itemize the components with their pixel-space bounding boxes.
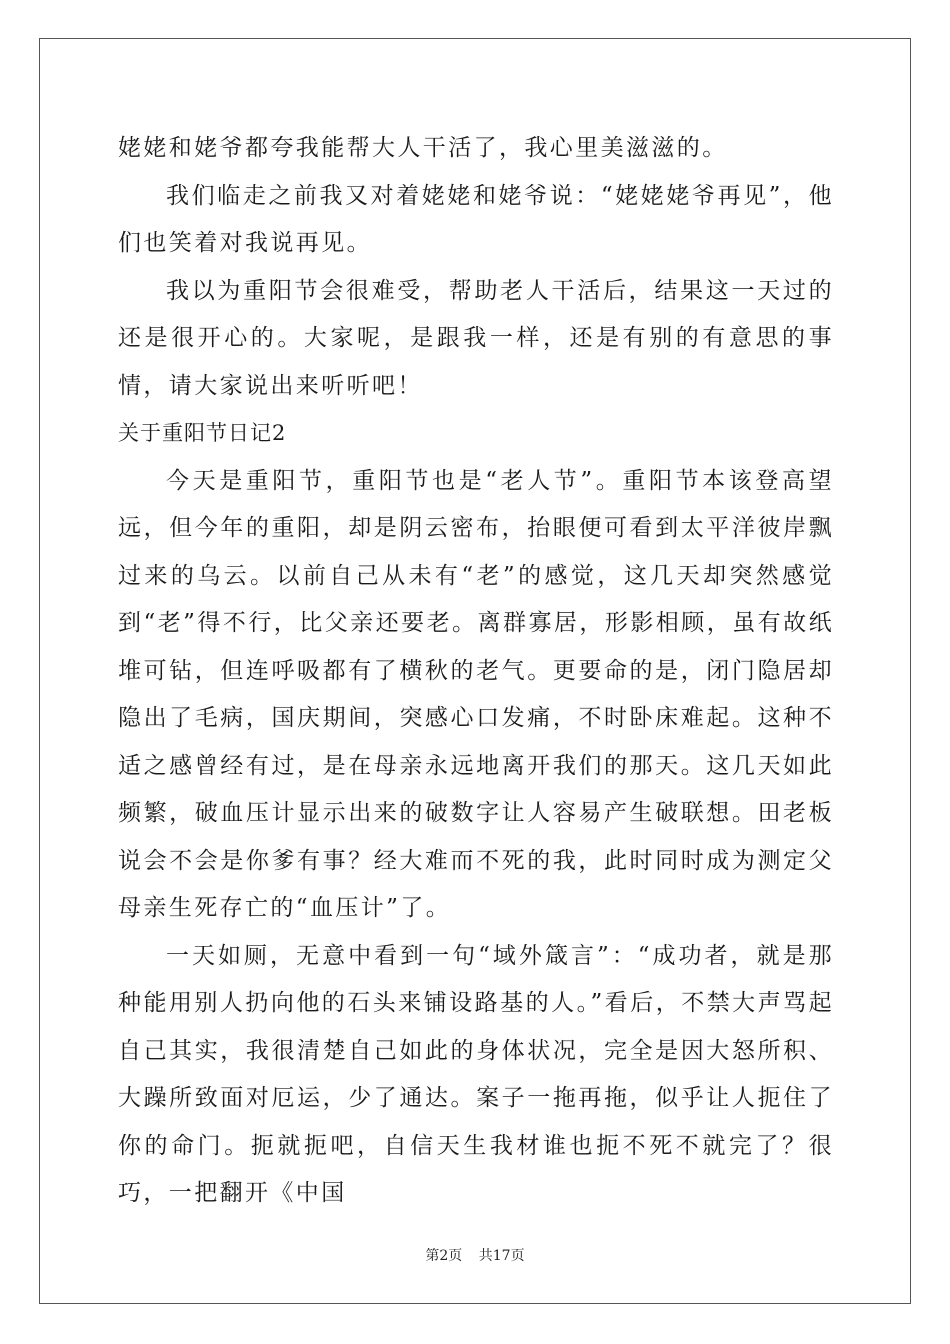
paragraph: 我们临走之前我又对着姥姥和姥爷说：“姥姥姥爷再见”，他们也笑着对我说再见。 bbox=[118, 182, 834, 256]
page-number: 第2页 bbox=[425, 1248, 463, 1264]
document-body bbox=[118, 125, 834, 1218]
paragraph: 今天是重阳节，重阳节也是“老人节”。重阳节本该登高望远，但今年的重阳，却是阴云密布，抬眼便可看到太平洋彼岸飘过来的乌云。以前自己从未有“老”的感觉，这几天却突然感觉到“老”得不行，比父亲还要老。离群寡居，形影相顾，虽有故纸堆可钻，但连呼吸都有了横秋的老气。更要命的是，闭门隐居却隐出了毛病，国庆期间，突感心口发痛，不时卧床难起。这种不适之感曾经有过，是在母亲永远地离开我们的那天。这几天如此频繁，破血压计显示出来的破数字让人容易产生破联想。田老板说会不会是你爹有事？经大难而不死的我，此时同时成为测定父母亲生死存亡的“血压计”了。 bbox=[118, 467, 834, 921]
page-footer bbox=[0, 1245, 950, 1265]
paragraph: 我以为重阳节会很难受，帮助老人干活后，结果这一天过的还是很开心的。大家呢，是跟我一样，还是有别的有意思的事情，请大家说出来听听吧！ bbox=[118, 277, 834, 399]
section-heading: 关于重阳节日记2 bbox=[118, 421, 287, 445]
paragraph: 一天如厕，无意中看到一句“域外箴言”：“成功者，就是那种能用别人扔向他的石头来铺设路基的人。”看后，不禁大声骂起自己其实，我很清楚自己如此的身体状况，完全是因大怒所积、大躁所致面对厄运，少了通达。案子一拖再拖，似乎让人扼住了你的命门。扼就扼吧，自信天生我材谁也扼不死不就完了？很巧，一把翻开《中国 bbox=[118, 942, 834, 1206]
paragraph: 姥姥和姥爷都夸我能帮大人干活了，我心里美滋滋的。 bbox=[118, 135, 728, 161]
page-total: 共17页 bbox=[478, 1248, 525, 1264]
